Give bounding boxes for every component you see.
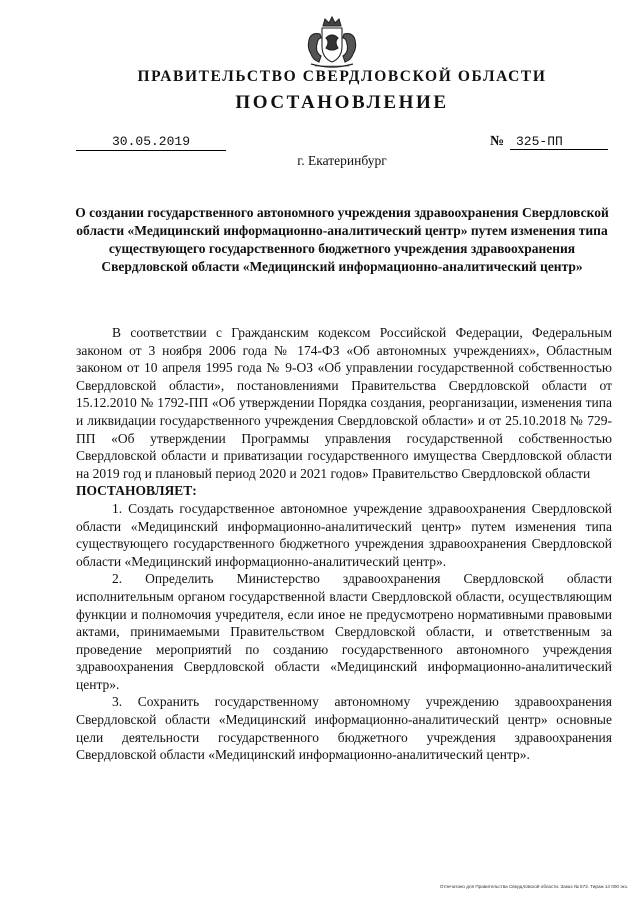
document-number: 325-ПП bbox=[510, 134, 608, 150]
document-body bbox=[76, 324, 612, 764]
preamble-paragraph: В соответствии с Гражданским кодексом Российской Федерации, Федеральным законом от 3 ноября 2006 года № 174-ФЗ «Об автономных учреждениях», Областным законом от 10 апреля 1995 года № 9-ОЗ «Об управлении государственной собственностью Свердловской области», постановлениями Правительства Свердловской области от 15.12.2010 № 1792-ПП «Об утверждении Порядка создания, реорганизации, изменения типа и ликвидации государственного учреждения Свердловской области» и от 25.10.2018 № 729-ПП «Об утверждении Программы управления государственной собственностью Свердловской области и приватизации государственного имущества Свердловской области на 2019 год и плановый период 2020 и 2021 годов» Правительство Свердловской области bbox=[76, 325, 612, 481]
document-date: 30.05.2019 bbox=[76, 134, 226, 151]
print-note: Отпечатано для Правительства Свердловской области. Заказ № 573. Тираж 14 000 экз. bbox=[439, 884, 628, 889]
number-sign: № bbox=[490, 134, 505, 149]
sverdlovsk-coat-of-arms-icon bbox=[301, 16, 363, 70]
decree-word: ПОСТАНОВЛЯЕТ: bbox=[76, 483, 197, 499]
document-type: ПОСТАНОВЛЕНИЕ bbox=[235, 92, 449, 113]
clause-3: 3. Сохранить государственному автономному учреждению здравоохранения Свердловской области «Медицинский информационно-аналитический центр» основные цели деятельности государственного бюджетного учреждения здравоохранения Свердловской области «Медицинский информационно-аналитический центр». bbox=[76, 694, 612, 763]
organization-name: ПРАВИТЕЛЬСТВО СВЕРДЛОВСКОЙ ОБЛАСТИ bbox=[137, 68, 547, 85]
clause-1: 1. Создать государственное автономное учреждение здравоохранения Свердловской области «Медицинский информационно-аналитический центр» путем изменения типа существующего государственного бюджетного учреждения здравоохранения Свердловской области «Медицинский информационно-аналитический центр». bbox=[76, 500, 612, 569]
document-title: О создании государственного автономного учреждения здравоохранения Свердловской области «Медицинский информационно-аналитический центр» путем изменения типа существующего государственного бюджетного учреждения здравоохранения Свердловской области «Медицинский информационно-аналитический центр» bbox=[75, 205, 609, 274]
city: г. Екатеринбург bbox=[297, 153, 387, 168]
clause-2: 2. Определить Министерство здравоохранения Свердловской области исполнительным органом государственной власти Свердловской области, осуществляющим функции и полномочия учредителя, если иное не предусмотрено нормативными правовыми актами, принимаемыми Правительством Свердловской области, и ответственным за проведение мероприятий по созданию государственного автономного учреждения здравоохранения Свердловской области «Медицинский информационно-аналитический центр». bbox=[76, 571, 612, 692]
